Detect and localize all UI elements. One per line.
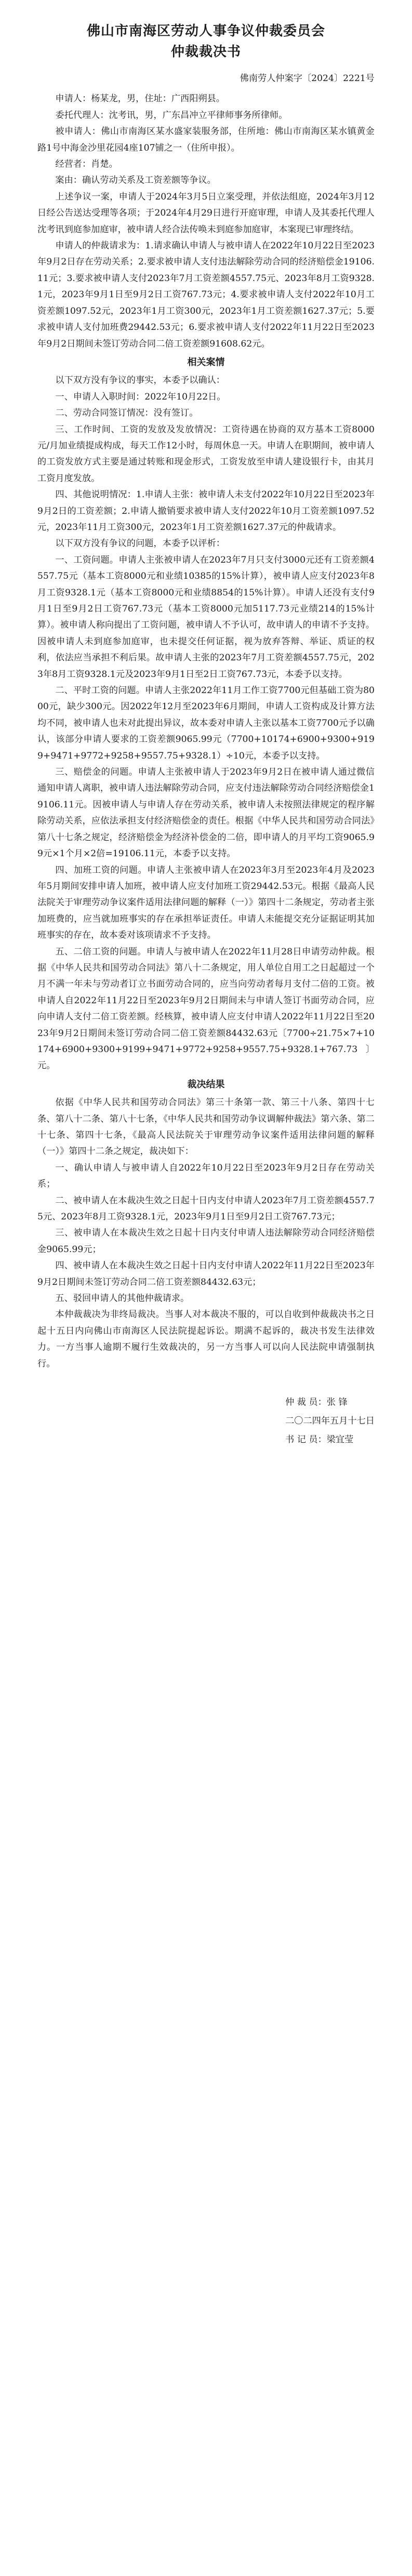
party-operator: 经营者：肖楚。 — [55, 159, 118, 170]
dispute-compensation: 三、赔偿金的问题。申请人主张被申请人于2023年9月2日在被申请人通过微信通知申请人离职，被申请人违法解除劳动合同，应支付违法解除劳动合同经济赔偿金19106.11元。因被申请人与申请人存在劳动关系，被申请人未按照法律规定的程序解除劳动关系，应依法承担支付经济赔偿金的责任。根据《中华人民共和国劳动合同法》第八十七条之规定，经济赔偿金为经济补偿金的二倍，即申请人的月平均工资9065.99元×1个月×2倍=19106.11元，本委予以支持。 — [37, 767, 375, 859]
ruling-item: 四、被申请人在本裁决生效之日起十日内支付申请人2022年11月22日至2023年9月2日期间未签订劳动合同二倍工资差额84432.63元； — [37, 1260, 375, 1287]
award-date: 二〇二四年五月十七日 — [285, 1416, 375, 1427]
case-number: 佛南劳人仲案字〔2024〕2221号 — [240, 73, 375, 84]
facts-paragraph: 一、申请人入职时间：2022年10月22日。 — [55, 391, 226, 402]
ruling-item: 五、驳回申请人的其他仲裁请求。 — [55, 1293, 190, 1304]
intro-section — [37, 172, 375, 352]
signature-block — [37, 1393, 375, 1449]
arbitration-claims: 申请人的仲裁请求为：1.请求确认申请人与被申请人在2022年10月22日至2023年9月2日存在劳动关系；2.要求被申请人支付违法解除劳动合同的经济赔偿金19106.11元；3.要求被申请人支付2023年7月工资差额4557.75元、2023年8月工资9328.1元，2023年9月1日至9月2日工资767.73元；4.要求被申请人支付2022年10月工资差额1097.52元，2023年1月工资300元，2023年1月工资差额1627.37元；5.要求被申请人支付加班费29442.53元；6.要求被申请人支付2022年11月22日至2023年9月2日期间未签订劳动合同二倍工资差额91608.62元。 — [37, 241, 375, 349]
case-cause: 案由：确认劳动关系及工资差额等争议。 — [55, 175, 216, 186]
facts-section — [37, 373, 375, 536]
dispute-double-wages: 五、二倍工资的问题。申请人与被申请人在2022年11月28日申请劳动仲裁。根据《中华人民共和国劳动合同法》第八十二条规定，用人单位自用工之日起超过一个月不满一年未与劳动者订立书面劳动合同的，应当向劳动者每月支付二倍的工资。被申请人自2022年11月22日至2023年9月2日期间未与申请人签订书面劳动合同，应向申请人支付二倍工资差额。经核算，被申请人应支付申请人2022年11月22日至2023年9月2日期间未签订劳动合同二倍工资差额84432.63元〔7700÷21.75×7+10174+6900+9300+9199+9471+9772+9258+9557.75+9328.1+767.73〕元。 — [37, 946, 375, 1071]
title-committee: 佛山市南海区劳动人事争议仲裁委员会 — [86, 23, 325, 39]
dispute-overtime: 四、加班工资的问题。申请人主张被申请人在2023年3月至2023年4月及2023年5月期间安排申请人加班，被申请人应支付加班工资29442.53元。根据《最高人民法院关于审理劳动争议案件适用法律问题的解释（一）》第四十二条规定，劳动者主张加班费的，应当就加班事实的存在承担举证责任。申请人未能提交充分证据证明其加班事实的存在，故本委对该项请求不予支持。 — [37, 865, 375, 941]
party-respondent: 被申请人：佛山市南海区某水盛家装服务部，住所地：佛山市南海区某水镇黄金路1号中海金沙里花园4座107铺之一（住所申报）。 — [37, 126, 375, 153]
clerk-name: 书 记 员：梁宜莹 — [285, 1435, 354, 1445]
closing-notice: 本仲裁裁决为非终局裁决。当事人对本裁决不服的，可以自收到仲裁裁决书之日起十五日内向佛山市南海区人民法院提起诉讼。期满不起诉的，裁决书发生法律效力。一方当事人逾期不履行生效裁决的，另一方当事人可以向人民法院申请强制执行。 — [37, 1309, 375, 1369]
parties-section — [37, 91, 375, 172]
disputes-intro: 以下双方没有争议的问题，本委予以评析： — [55, 538, 225, 549]
disputes-section — [37, 536, 375, 1074]
facts-paragraph: 四、其他说明情况：1.申请人主张：被申请人未支付2022年10月22日至2023年9月2日的工资差额；2.申请人撤销要求被申请人支付2022年10月工资差额1097.52元，2023年11月工资300元，2023年1月工资差额1627.37元的仲裁请求。 — [37, 489, 375, 533]
facts-paragraph: 三、工作时间、工资的发放及发放情况：工资待遇在协商的双方基本工资8000元/月加业绩提成构成，每天工作12小时，每周休息一天。申请人在职期间，被申请人的工资发放方式主要是通过转账和现金形式，工资发放至申请人建设银行卡，由其月工资月度发放。 — [37, 424, 375, 484]
facts-heading: 相关案情 — [187, 356, 225, 368]
facts-paragraph: 以下双方没有争议的事实，本委予以确认： — [55, 375, 225, 386]
ruling-basis: 依据《中华人民共和国劳动合同法》第三十条第一款、第三十八条、第四十七条、第八十二条、第八十七条，《中华人民共和国劳动争议调解仲裁法》第六条、第二十七条、第四十七条，《最高人民法院关于审理劳动争议案件适用法律问题的解释（一）》第四十二条之规定，裁决如下： — [37, 1097, 375, 1157]
ruling-item: 三、被申请人在本裁决生效之日起十日内支付申请人违法解除劳动合同经济赔偿金9065.99元； — [37, 1228, 375, 1255]
document-title — [37, 21, 375, 62]
title-award: 仲裁裁决书 — [170, 44, 241, 60]
party-agent: 委托代理人：沈考讯，男，广东昌冲立平律师事务所律师。 — [55, 110, 288, 121]
procedure-summary: 上述争议一案，申请人于2024年3月5日立案受理，并依法组庭，2024年3月12日经公告送达受理等各项；于2024年4月29日进行开庭审理，申请人及其委托代理人沈考讯到庭参加庭审，被申请人经合法传唤未到庭参加庭审，本案现已审理终结。 — [37, 191, 375, 235]
party-applicant: 申请人：杨某龙，男，住址：广西阳朔县。 — [55, 94, 225, 104]
arbitrator-name: 仲 裁 员：张 锋 — [285, 1397, 348, 1408]
ruling-item: 一、确认申请人与被申请人自2022年10月22日至2023年9月2日存在劳动关系； — [37, 1162, 375, 1190]
ruling-item: 二、被申请人在本裁决生效之日起十日内支付申请人2023年7月工资差额4557.75元、2023年8月工资9328.1元，2023年9月1日至9月2日工资767.73元； — [37, 1195, 375, 1223]
ruling-heading: 裁决结果 — [187, 1079, 225, 1090]
ruling-section — [37, 1095, 375, 1372]
dispute-wages: 一、工资问题。申请人主张被申请人在2023年7月只支付3000元还有工资差额4557.75元（基本工资8000元和业绩10385的15%计算），被申请人应支付2023年8月工资9328.1元（基本工资8000元和业绩8854的15%计算）。申请人还没有支付9月1日至9月2日工资767.73元（基本工资8000元加5117.73元业绩214的15%计算）。被申请人称向提出了工资问题，被申请人不予认可，故申请人的申请不予支持。因被申请人未到庭参加庭审，也未提交任何证据，视为放弃答辩、举证、质证的权利，依法应当承担不利后果。故申请人主张的2023年7月工资差额4557.75元，2023年8月工资9328.1元及2023年9月1日至2日工资767.73元，本委予以支持。 — [37, 554, 375, 680]
dispute-regular-pay: 二、平时工资的问题。申请人主张2022年11月工作工资7700元但基础工资为8000元，缺少300元。因2022年12月至2023年6月期间，申请人工资构成及计算方法均不同，被申请人也未对此提出异议，故本委对申请人主张以基本工资7700元予以确认，该部分申请人要求的工资差额9065.99元（7700+10174+6900+9300+9199+9471+9772+9258+9557.75+9328.1）÷10元，本委予以支持。 — [37, 685, 375, 761]
facts-paragraph: 二、劳动合同签订情况：没有签订。 — [55, 408, 198, 419]
